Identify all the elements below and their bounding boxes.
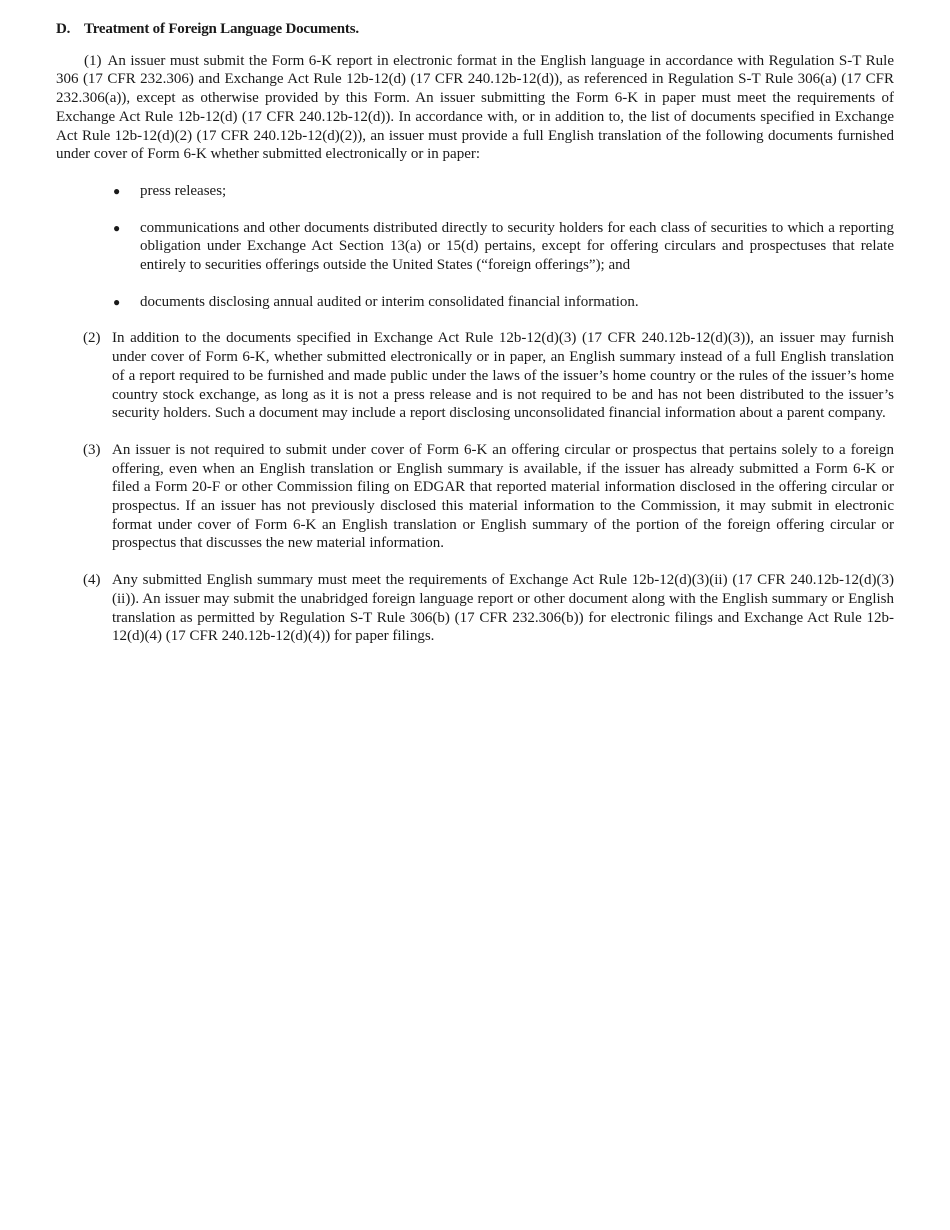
section-heading	[56, 20, 894, 39]
paragraph-3	[56, 441, 894, 553]
paragraph-2	[56, 329, 894, 423]
paragraph-1-number: (1)	[84, 52, 102, 69]
section-letter: D.	[56, 21, 71, 37]
paragraph-1	[56, 52, 894, 164]
paragraph-3-number: (3)	[83, 441, 101, 458]
bullet-icon: ●	[113, 220, 121, 235]
paragraph-4	[56, 571, 894, 646]
bullet-icon: ●	[113, 183, 121, 198]
paragraph-4-number: (4)	[83, 572, 101, 589]
paragraph-2-text: In addition to the documents specified in Exchange Act Rule 12b-12(d)(3) (17 CFR 240.12b-12(d)(3)), an issuer may furnish under cover of Form 6-K, whether submitted electronically or in paper, an English summary instead of a full English translation of a report required to be furnished and made public under the laws of the issuer’s home country or the rules of the issuer’s home country stock exchange, as long as it is not a press release and is not required to be and has not been distributed to the issuer’s security holders. Such a document may include a report disclosing unconsolidated financial information about a parent company.	[112, 330, 894, 422]
list-item	[56, 293, 894, 312]
paragraph-4-text: Any submitted English summary must meet the requirements of Exchange Act Rule 12b-12(d)(3)(ii) (17 CFR 240.12b-12(d)(3)(ii)). An issuer may submit the unabridged foreign language report or other document along with the English summary or English translation as permitted by Regulation S-T Rule 306(b) (17 CFR 232.306(b)) for electronic filings and Exchange Act Rule 12b-12(d)(4) (17 CFR 240.12b-12(d)(4)) for paper filings.	[112, 572, 894, 645]
paragraph-2-number: (2)	[83, 330, 101, 347]
list-item	[56, 182, 894, 201]
section-title: Treatment of Foreign Language Documents.	[84, 21, 359, 37]
bullet-icon: ●	[113, 294, 121, 309]
list-item-text: press releases;	[140, 182, 227, 199]
document-page	[56, 20, 894, 664]
list-item-text: communications and other documents distributed directly to security holders for each class of securities to which a reporting obligation under Exchange Act Section 13(a) or 15(d) pertains, except for offering circulars and prospectuses that relate entirely to securities offerings outside the United States (“foreign offerings”); and	[140, 219, 894, 274]
list-item	[56, 219, 894, 275]
paragraph-3-text: An issuer is not required to submit under cover of Form 6-K an offering circular or prospectus that pertains solely to a foreign offering, even when an English translation or English summary is available, if the issuer has already submitted a Form 6-K or filed a Form 20-F or other Commission filing on EDGAR that reported material information disclosed in the offering circular or prospectus. If an issuer has not previously disclosed this material information to the Commission, it may submit in electronic format under cover of Form 6-K an English translation or English summary of the portion of the foreign offering circular or prospectus that discusses the new material information.	[112, 441, 894, 552]
list-item-text: documents disclosing annual audited or interim consolidated financial information.	[140, 293, 639, 310]
document-list	[56, 182, 894, 312]
paragraph-1-text: An issuer must submit the Form 6-K report in electronic format in the English language in accordance with Regulation S-T Rule 306 (17 CFR 232.306) and Exchange Act Rule 12b-12(d) (17 CFR 240.12b-12(d)), as referenced in Regulation S-T Rule 306(a) (17 CFR 232.306(a)), except as otherwise provided by this Form. An issuer submitting the Form 6-K in paper must meet the requirements of Exchange Act Rule 12b-12(d) (17 CFR 240.12b-12(d)). In accordance with, or in addition to, the list of documents specified in Exchange Act Rule 12b-12(d)(2) (17 CFR 240.12b-12(d)(2)), an issuer must provide a full English translation of the following documents furnished under cover of Form 6-K whether submitted electronically or in paper:	[56, 52, 894, 163]
